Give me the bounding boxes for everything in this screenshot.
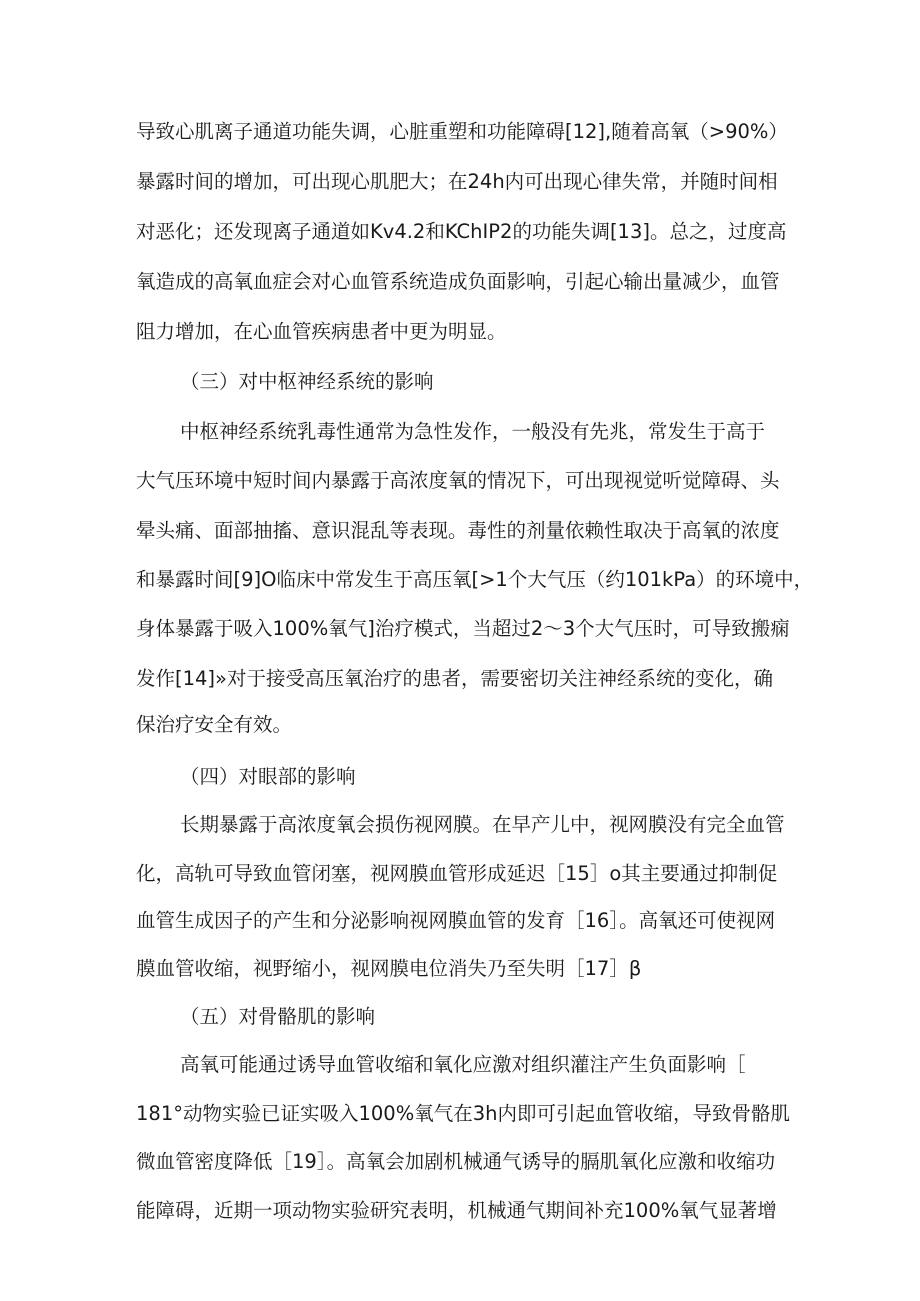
section-heading: （三）对中枢神经系统的影响 xyxy=(180,370,434,393)
paragraph-line: 发作[14]»对于接受高压氧治疗的患者，需要密切关注神经系统的变化，确 xyxy=(136,667,773,690)
paragraph-line: 大气压环境中短时间内暴露于高浓度氧的情况下，可出现视觉听觉障碍、头 xyxy=(136,469,780,492)
paragraph-line: 化，高轨可导致血管闭塞，视网膜血管形成延迟［15］o其主要通过抑制促 xyxy=(136,862,778,885)
paragraph-line: 高氧可能通过诱导血管收缩和氧化应激对组织灌注产生负面影响［ xyxy=(180,1053,746,1076)
paragraph-line: 中枢神经系统乳毒性通常为急性发作，一般没有先兆，常发生于高于 xyxy=(180,420,766,443)
paragraph-line: 长期暴露于高浓度氧会损伤视网膜。在早产儿中，视网膜没有完全血管 xyxy=(180,813,785,836)
paragraph-line: 微血管密度降低［19］。高氧会加剧机械通气诱导的膈肌氧化应激和收缩功 xyxy=(136,1150,776,1173)
paragraph-line: 血管生成因子的产生和分泌影响视网膜血管的发育［16］。高氧还可使视网 xyxy=(136,909,776,932)
paragraph-line: 181°动物实验已证实吸入100%氧气在3h内即可引起血管收缩，导致骨骼肌 xyxy=(136,1102,790,1125)
paragraph-line: 导致心肌离子通道功能失调，心脏重塑和功能障碍[12],随着高氧（>90%） xyxy=(136,120,788,143)
paragraph-line: 膜血管收缩，视野缩小，视网膜电位消失乃至失明［17］β xyxy=(136,957,642,980)
paragraph-line: 能障碍，近期一项动物实验研究表明，机械通气期间补充100%氧气显著增 xyxy=(136,1199,777,1222)
section-heading: （五）对骨骼肌的影响 xyxy=(180,1005,376,1028)
paragraph-line: 氧造成的高氧血症会对心血管系统造成负面影响，引起心输出量减少，血管 xyxy=(136,270,780,293)
section-heading: （四）对眼部的影响 xyxy=(180,765,356,788)
paragraph-line: 和暴露时间[9]O临床中常发生于高压氧[>1个大气压（约101kPa）的环境中， xyxy=(136,568,814,591)
paragraph-line: 暴露时间的增加，可出现心肌肥大；在24h内可出现心律失常，并随时间相 xyxy=(136,170,778,193)
paragraph-line: 保治疗安全有效。 xyxy=(136,713,293,736)
paragraph-line: 阻力增加，在心血管疾病患者中更为明显。 xyxy=(136,320,507,343)
paragraph-line: 对恶化；还发现离子通道如Kv4.2和KChIP2的功能失调[13]。总之，过度高 xyxy=(136,220,787,243)
paragraph-line: 身体暴露于吸入100%氧气]治疗模式，当超过2〜3个大气压时，可导致搬痫 xyxy=(136,617,790,640)
paragraph-line: 晕头痛、面部抽搐、意识混乱等表现。毒性的剂量依赖性取决于高氧的浓度 xyxy=(136,519,780,542)
